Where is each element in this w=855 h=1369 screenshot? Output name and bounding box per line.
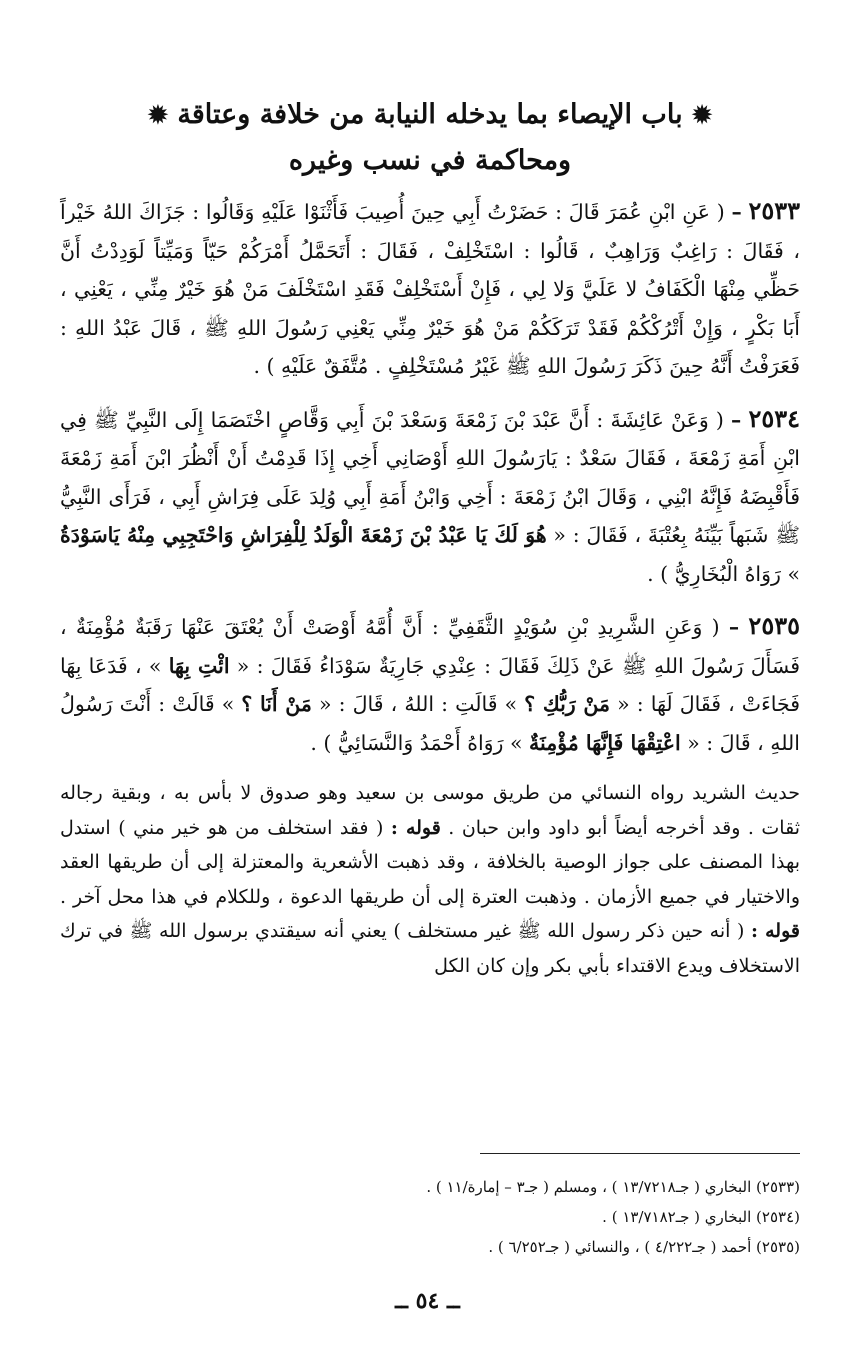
footnote-2534: (٢٥٣٤) البخاري ( جـ١٣/٧١٨٢ ) . <box>602 1208 800 1226</box>
hadith-2533 <box>60 192 800 386</box>
qawluhu-keyword: قوله : <box>750 920 800 942</box>
chapter-title <box>60 92 800 184</box>
title-text-1: باب الإيصاء بما يدخله النيابة من خلافة وعتاقة <box>177 99 683 130</box>
hadith-text: ( وَعَنْ عَائِشَةَ : أَنَّ عَبْدَ بْنَ زَمْعَةَ وَسَعْدَ بْنَ أَبِي وَقَّاصٍ اخْتَصَمَا إِلَى النَّبِيِّ ﷺ فِي ابْنِ أَمَةِ زَمْعَةَ ، فَقَالَ سَعْدٌ : يَارَسُولَ اللهِ أَوْصَانِي أَخِي إِذَا قَدِمْتُ أَنْ أَنْظُرَ ابْنَ أَمَةِ زَمْعَةَ فَأَقْبِضَهُ فَإِنَّهُ ابْنِي ، وَقَالَ ابْنُ زَمْعَةَ : أَخِي وَابْنُ أَمَةِ أَبِي وُلِدَ عَلَى فِرَاشِ أَبِي ، فَرَأَى النَّبِيُّ ﷺ شَبَهاً بَيِّنَهُ بِعُتْبَةَ ، فَقَالَ : « <box>60 407 800 547</box>
commentary-text: حديث الشريد رواه النسائي من طريق موسى بن سعيد وهو صدوق لا بأس به ، وبقية رجاله ثقات . وقد أخرجه أيضاً أبو داود وابن حبان . <box>60 782 800 839</box>
number-dash: – <box>731 407 742 432</box>
number-dash: – <box>731 200 742 224</box>
commentary <box>60 776 800 983</box>
footnote-2533: (٢٥٣٣) البخاري ( جـ١٣/٧٢١٨ ) ، ومسلم ( جـ٣ – إمارة/١١ ) . <box>426 1178 800 1196</box>
hadith-2535 <box>60 607 800 762</box>
title-line-2: ومحاكمة في نسب وغيره <box>288 145 572 176</box>
footnotes <box>60 1172 800 1262</box>
hadith-text: ( وَعَنِ الشَّرِيدِ بْنِ سُوَيْدٍ الثَّقَفِيِّ : أَنَّ أُمَّهُ أَوْصَتْ أَنْ يُعْتَقَ عَنْهَا رَقَبَةٌ مُؤْمِنَةٌ ، فَسَأَلَ رَسُولَ اللهِ ﷺ عَنْ ذَلِكَ فَقَالَ : عِنْدِي جَارِيَةٌ سَوْدَاءُ فَقَالَ : « <box>60 615 800 678</box>
commentary-text: ( أنه حين ذكر رسول الله ﷺ غير مستخلف ) يعني أنه سيقتدي برسول الله ﷺ في ترك الاستخلاف ويدع الاقتداء بأبي بكر وإن كان الكل <box>60 920 800 977</box>
footnote-2535: (٢٥٣٥) أحمد ( جـ٤/٢٢٢ ) ، والنسائي ( جـ٦/٢٥٢ ) . <box>488 1238 800 1256</box>
number-dash: – <box>728 615 740 639</box>
hadith-2534 <box>60 400 800 594</box>
page-number: ــ ٥٤ ــ <box>395 1288 460 1314</box>
star-ornament-icon: ✹ <box>147 100 168 129</box>
hadith-text-end: » رَوَاهُ الْبُخَارِيُّ ) . <box>647 561 800 586</box>
hadith-number: ٢٥٣٤ <box>748 403 800 433</box>
prophet-saying: مَنْ أَنَا ؟ <box>241 692 312 716</box>
commentary-text: ( فقد استخلف من هو خير مني ) استدل بهذا المصنف على جواز الوصية بالخلافة ، وقد ذهبت الأشعرية والمعتزلة إلى أن طريقها العقد والاختيار في جميع الأزمان . وذهبت العترة إلى أن طريقها الدعوة ، وللكلام في هذا محل آخر . <box>60 816 800 908</box>
footnote-divider <box>480 1153 800 1154</box>
page-body <box>60 92 800 983</box>
hadith-number: ٢٥٣٥ <box>748 611 800 640</box>
prophet-saying: مَنْ رَبُّكِ ؟ <box>524 692 610 716</box>
hadith-number: ٢٥٣٣ <box>748 196 800 225</box>
hadith-text-end: » رَوَاهُ أَحْمَدُ وَالنَّسَائِيُّ ) . <box>310 730 530 755</box>
hadith-text: » قَالَتِ : اللهُ ، قَالَ : « <box>311 692 525 716</box>
prophet-saying: هُوَ لَكَ يَا عَبْدُ بْنَ زَمْعَةَ الْوَلَدُ لِلْفِرَاشِ وَاحْتَجِبِي مِنْهُ يَاسَوْدَةُ <box>60 523 547 547</box>
hadith-text: ( عَنِ ابْنِ عُمَرَ قَالَ : حَضَرْتُ أَبِي حِينَ أُصِيبَ فَأَثْنَوْا عَلَيْهِ وَقَالُوا : جَزَاكَ اللهُ خَيْراً ، فَقَالَ : رَاغِبٌ وَرَاهِبٌ ، قَالُوا : اسْتَخْلِفْ ، فَقَالَ : أَتَحَمَّلُ أَمْرَكُمْ حَيّاً وَمَيِّتاً لَوَدِدْتُ أَنَّ حَظِّي مِنْهَا الْكَفَافُ لا عَلَيَّ وَلا لِي ، فَإِنْ أَسْتَخْلِفْ فَقَدِ اسْتَخْلَفَ مَنْ هُوَ خَيْرٌ مِنِّي ، يَعْنِي ، أَبَا بَكْرٍ ، وَإِنْ أَتْرُكْكُمْ فَقَدْ تَرَكَكُمْ مَنْ هُوَ خَيْرٌ مِنِّي يَعْنِي رَسُولَ اللهِ ﷺ ، قَالَ عَبْدُ اللهِ : فَعَرَفْتُ أَنَّهُ حِينَ ذَكَرَ رَسُولَ اللهِ ﷺ غَيْرُ مُسْتَخْلِفٍ . مُتَّفَقٌ عَلَيْهِ ) . <box>60 200 800 378</box>
star-ornament-icon: ✹ <box>692 100 713 129</box>
hadith-text: » ، فَدَعَا بِهَا فَجَاءَتْ ، فَقَالَ لَهَا : « <box>60 653 801 716</box>
qawluhu-keyword: قوله : <box>390 816 441 839</box>
hadith-text: » قَالَتْ : أَنْتَ رَسُولُ اللهِ ، قَالَ : « <box>60 692 800 755</box>
prophet-saying: اعْتِقْهَا فَإِنَّهَا مُؤْمِنَةٌ <box>529 730 681 755</box>
prophet-saying: ائْتِ بِهَا <box>168 653 230 678</box>
title-line-1 <box>60 92 800 138</box>
